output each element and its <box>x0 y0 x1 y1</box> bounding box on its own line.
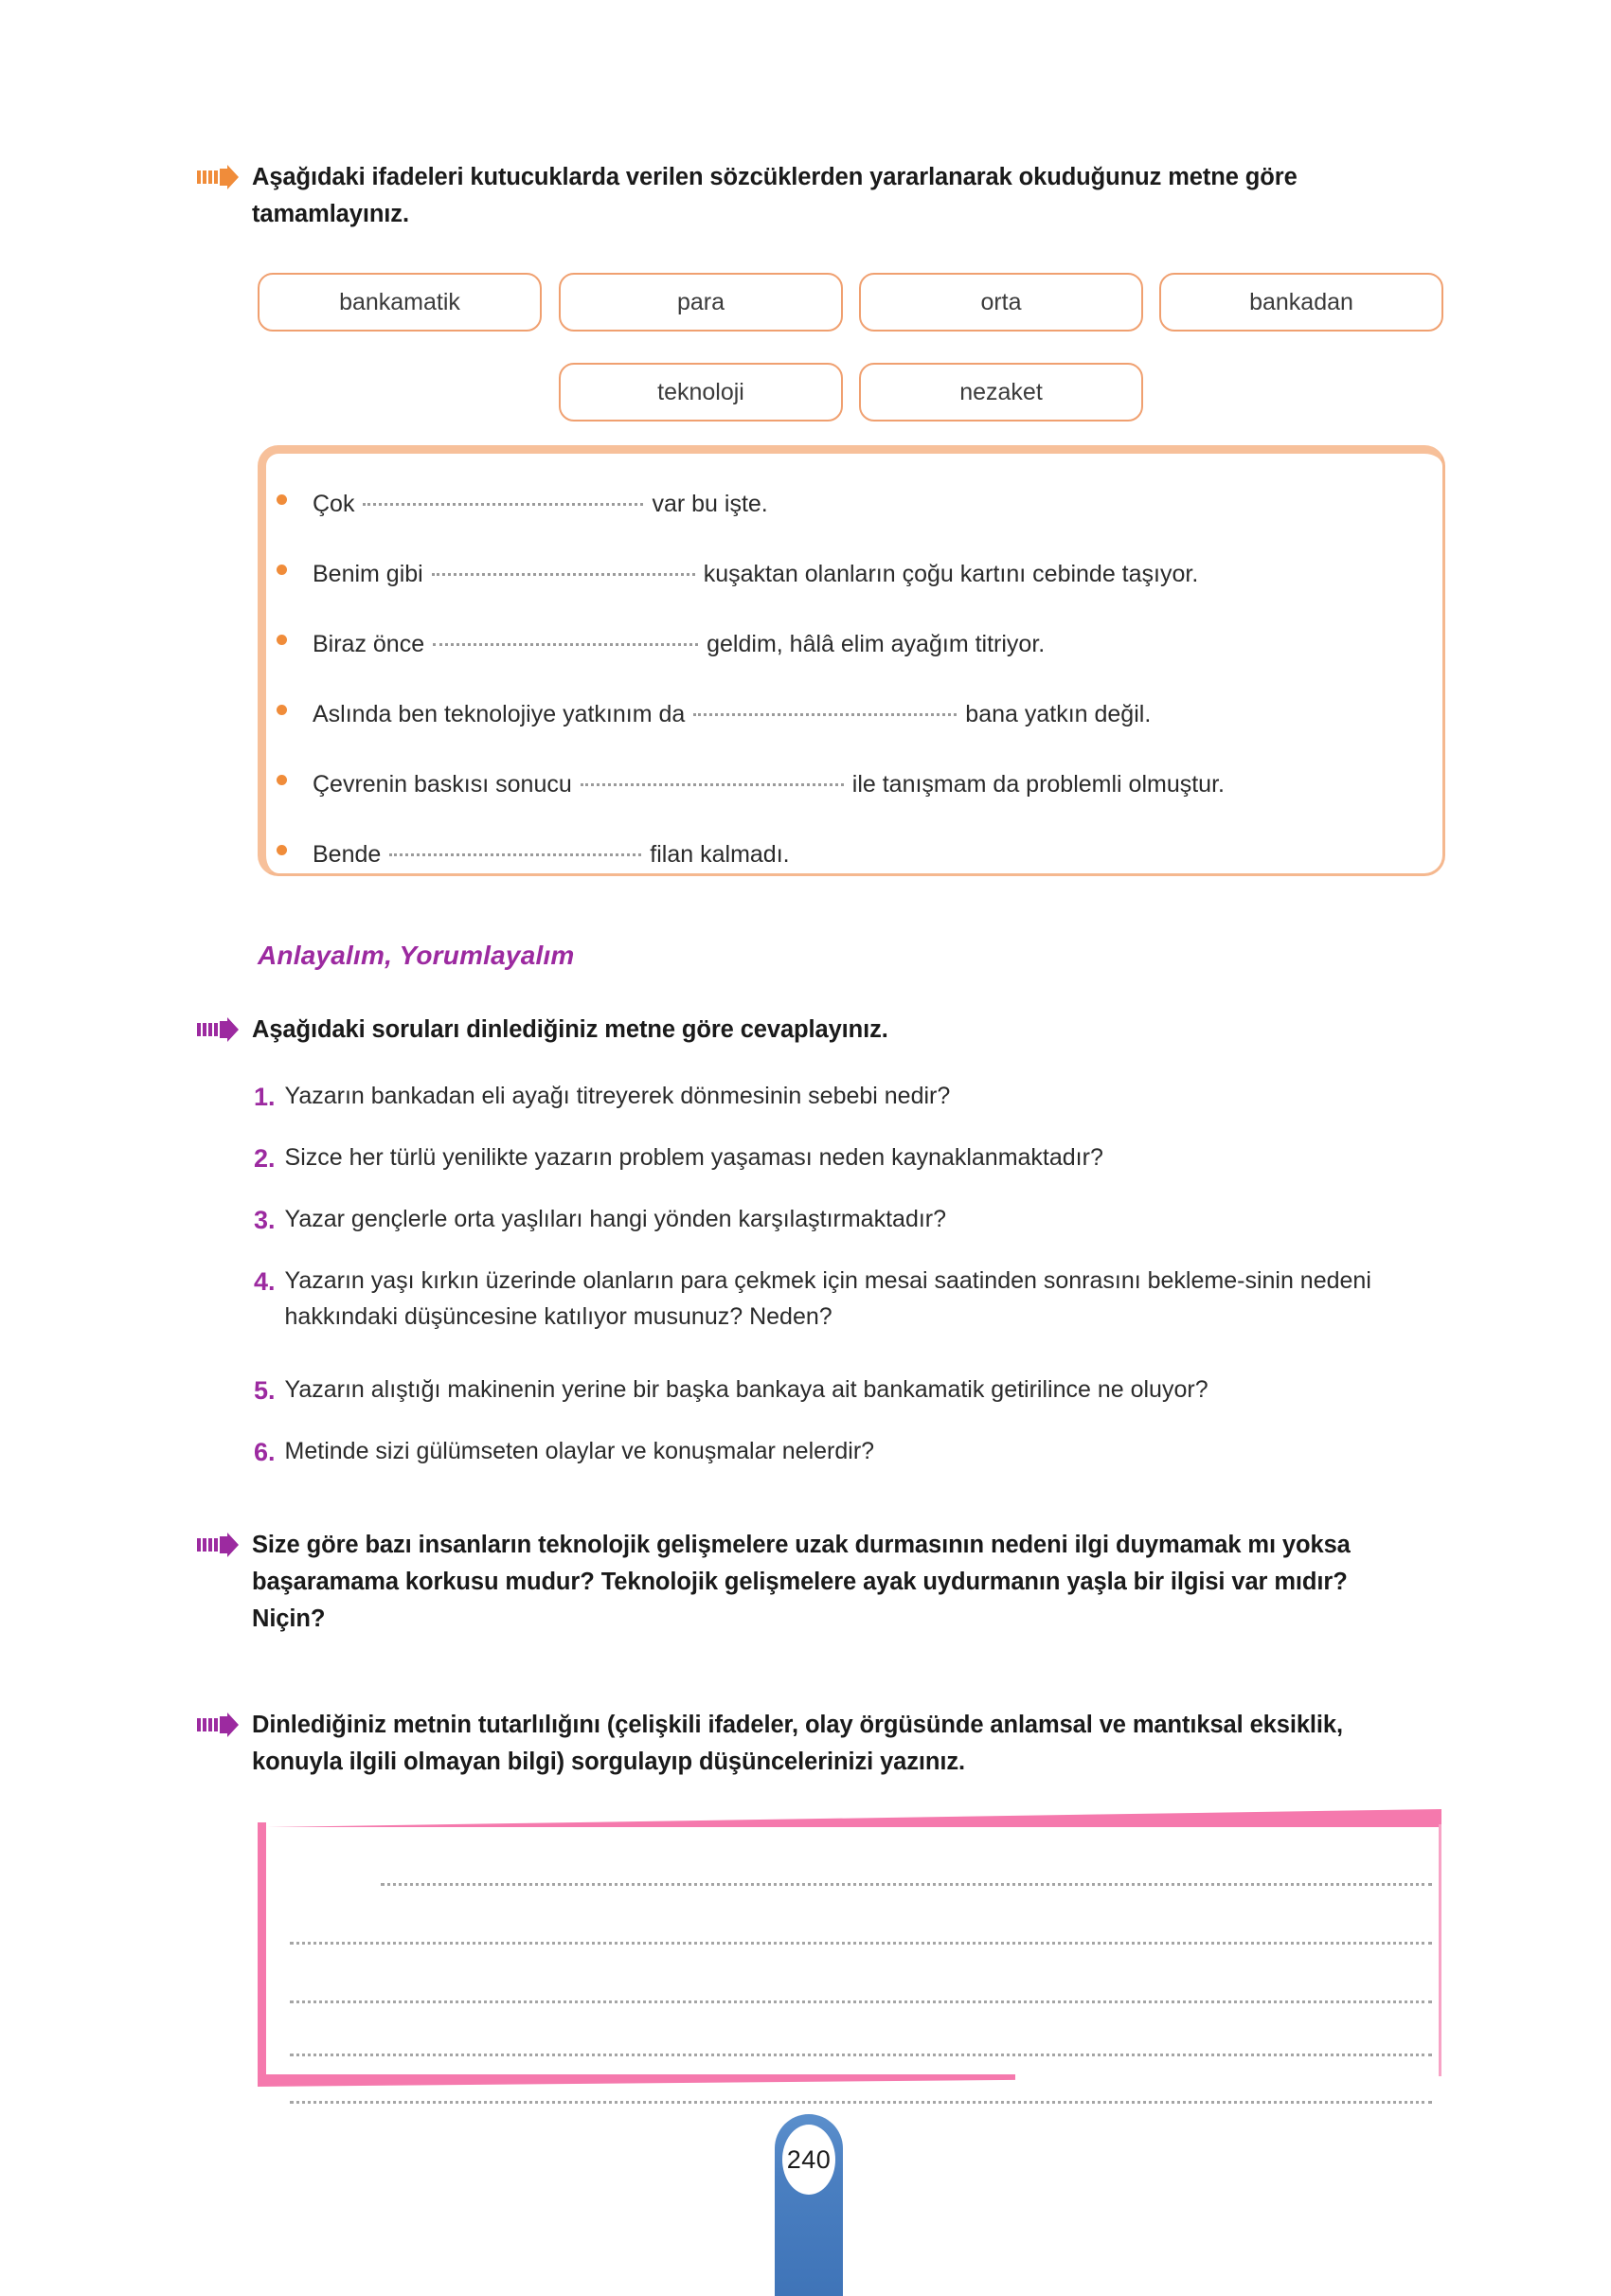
sentence-before: Benim gibi <box>313 561 423 587</box>
question-number: 4. <box>254 1267 276 1296</box>
question-number: 3. <box>254 1206 276 1234</box>
answer-line[interactable] <box>381 1883 1432 1886</box>
question-item <box>254 1078 1428 1117</box>
sentence-before: Bende <box>313 841 382 868</box>
blank-line[interactable] <box>581 783 844 786</box>
answer-box-left-bar <box>258 1822 266 2080</box>
blank-sentence-row <box>277 491 768 518</box>
sentence-after: var bu işte. <box>652 491 768 517</box>
answer-line[interactable] <box>290 1942 1432 1945</box>
question-number: 5. <box>254 1376 276 1405</box>
question-number: 6. <box>254 1438 276 1466</box>
answer-line[interactable] <box>290 2054 1432 2056</box>
question-number: 2. <box>254 1144 276 1173</box>
word-chip-bankamatik[interactable]: bankamatik <box>258 273 542 332</box>
blank-sentence-row <box>277 631 1045 658</box>
arrow-right-striped-icon <box>197 1713 239 1737</box>
question-item <box>254 1372 1428 1410</box>
sentence-before: Aslında ben teknolojiye yatkınım da <box>313 701 686 727</box>
sentence-after: filan kalmadı. <box>650 841 790 868</box>
sentence-before: Biraz önce <box>313 631 425 657</box>
question-text: Metinde sizi gülümseten olaylar ve konuşmalar nelerdir? <box>284 1438 875 1464</box>
blank-sentence-row <box>277 561 1198 588</box>
question-item <box>254 1263 1430 1335</box>
question-number: 1. <box>254 1083 276 1111</box>
bullet-dot-icon <box>277 494 287 505</box>
answer-writing-box[interactable] <box>258 1809 1441 2084</box>
prompt-opinion <box>197 1527 1421 1637</box>
answer-box-top-bar <box>267 1809 1441 1827</box>
blank-sentence-row <box>277 701 1151 728</box>
question-text: Yazar gençlerle orta yaşlıları hangi yönden karşılaştırmaktadır? <box>284 1206 947 1232</box>
blank-line[interactable] <box>432 573 695 576</box>
word-chip-teknoloji[interactable]: teknoloji <box>559 363 843 422</box>
sentence-before: Çok <box>313 491 355 517</box>
prompt-opinion-text: Size göre bazı insanların teknolojik gelişmelere uzak durmasının nedeni ilgi duymamak mı yoksa başaramama korkusu mudur? Teknolojik gelişmelere ayak uydurmanın yaşla bir ilgisi var mıdır? Niçin? <box>252 1532 1351 1632</box>
word-chip-bankadan[interactable]: bankadan <box>1159 273 1443 332</box>
prompt-coherence <box>197 1707 1421 1781</box>
blank-line[interactable] <box>693 713 957 716</box>
arrow-right-striped-icon <box>197 165 239 189</box>
prompt-answer-questions <box>197 1012 1419 1049</box>
section-title-anlayalim-yorumlayalim: Anlayalım, Yorumlayalım <box>258 941 575 970</box>
blank-sentence-row <box>277 841 790 869</box>
blank-line[interactable] <box>363 503 643 506</box>
page-number: 240 <box>782 2125 835 2195</box>
prompt-answer-questions-text: Aşağıdaki soruları dinlediğiniz metne göre cevaplayınız. <box>252 1016 888 1043</box>
sentence-after: kuşaktan olanların çoğu kartını cebinde taşıyor. <box>703 561 1199 587</box>
blank-sentence-row <box>277 771 1225 798</box>
sentence-after: geldim, hâlâ elim ayağım titriyor. <box>707 631 1046 657</box>
answer-box-bottom-bar <box>258 2074 1015 2087</box>
sentence-before: Çevrenin baskısı sonucu <box>313 771 572 798</box>
word-chip-orta[interactable]: orta <box>859 273 1143 332</box>
answer-line[interactable] <box>290 2000 1432 2003</box>
question-text: Yazarın alıştığı makinenin yerine bir başka bankaya ait bankamatik getirilince ne oluyor? <box>284 1376 1208 1403</box>
blank-line[interactable] <box>433 643 698 646</box>
sentence-after: ile tanışmam da problemli olmuştur. <box>851 771 1225 798</box>
word-chip-para[interactable]: para <box>559 273 843 332</box>
question-text: Yazarın bankadan eli ayağı titreyerek dönmesinin sebebi nedir? <box>284 1083 951 1109</box>
question-text: Yazarın yaşı kırkın üzerinde olanların para çekmek için mesai saatinden sonrasını bekleme-sinin nedeni hakkındaki düşüncesine katılıyor musunuz? Neden? <box>284 1267 1371 1330</box>
arrow-right-striped-icon <box>197 1533 239 1557</box>
prompt-fill-in-blanks <box>197 159 1419 233</box>
answer-line[interactable] <box>290 2101 1432 2104</box>
bullet-dot-icon <box>277 705 287 715</box>
word-chip-nezaket[interactable]: nezaket <box>859 363 1143 422</box>
prompt-fill-in-blanks-text: Aşağıdaki ifadeleri kutucuklarda verilen sözcüklerden yararlanarak okuduğunuz metne göre tamamlayınız. <box>252 164 1298 227</box>
answer-box-right-edge <box>1439 1824 1441 2076</box>
question-item <box>254 1433 1428 1472</box>
blank-line[interactable] <box>389 853 641 856</box>
bullet-dot-icon <box>277 775 287 785</box>
sentence-after: bana yatkın değil. <box>965 701 1152 727</box>
bullet-dot-icon <box>277 845 287 855</box>
question-item <box>254 1139 1428 1178</box>
arrow-right-striped-icon <box>197 1017 239 1042</box>
bullet-dot-icon <box>277 565 287 575</box>
bullet-dot-icon <box>277 635 287 645</box>
question-text: Sizce her türlü yenilikte yazarın problem yaşaması neden kaynaklanmaktadır? <box>284 1144 1103 1171</box>
prompt-coherence-text: Dinlediğiniz metnin tutarlılığını (çelişkili ifadeler, olay örgüsünde anlamsal ve mantıksal eksiklik, konuyla ilgili olmayan bilgi) sorgulayıp düşüncelerinizi yazınız. <box>252 1712 1343 1775</box>
question-item <box>254 1201 1428 1240</box>
